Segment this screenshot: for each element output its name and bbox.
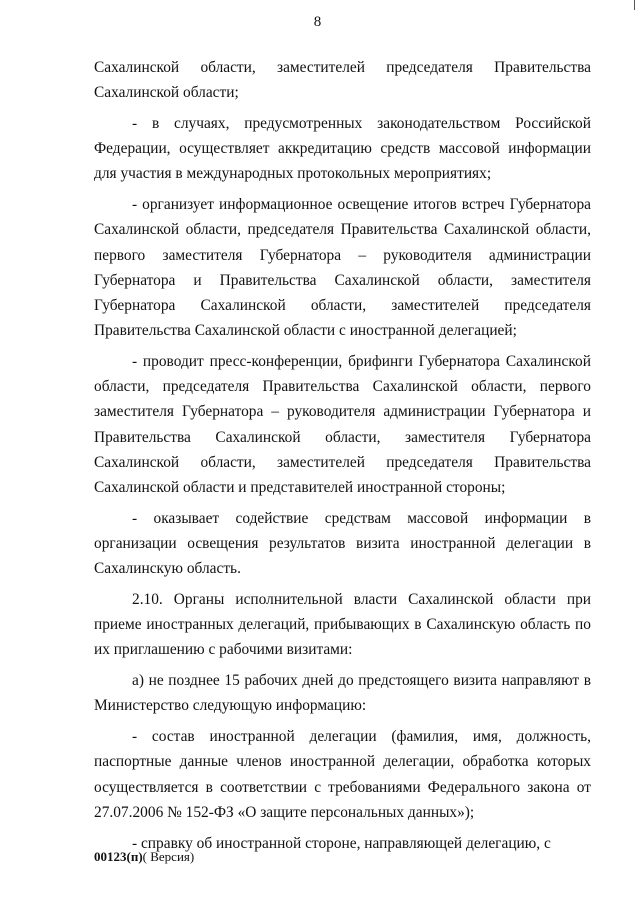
page-number: 8 — [313, 14, 322, 30]
document-version: ( Версия) — [142, 849, 195, 864]
paragraph-continuation: Сахалинской области, заместителей председателя Правительства Сахалинской области; — [94, 59, 591, 102]
paragraph-press-conferences: - проводит пресс-конференции, брифинги Губернатора Сахалинской области, председателя Правительства Сахалинской области, первого заместителя Губернатора – руководителя администрации Губернатора и Правительства Сахалинской области, заместителя Губернатора Сахалинской области, заместителей председателя Правительства Сахалинской области и представителей иностранной стороны; — [94, 353, 591, 497]
document-footer — [94, 849, 194, 865]
paragraph-item-a: а) не позднее 15 рабочих дней до предстоящего визита направляют в Министерство следующую информацию: — [94, 672, 591, 715]
document-code: 00123(п) — [94, 849, 143, 864]
paragraph-section-2-10: 2.10. Органы исполнительной власти Сахалинской области при приеме иностранных делегаций, прибывающих в Сахалинскую область по их приглашению с рабочими визитами: — [94, 591, 591, 659]
paragraph-coverage: - организует информационное освещение итогов встреч Губернатора Сахалинской области, председателя Правительства Сахалинской области, первого заместителя Губернатора – руководителя администрации Губернатора и Правительства Сахалинской области, заместителя Губернатора Сахалинской области, заместителей председателя Правительства Сахалинской области с иностранной делегацией; — [94, 196, 591, 340]
document-body — [94, 55, 591, 856]
paragraph-reference-note: - справку об иностранной стороне, направляющей делегацию, с — [132, 834, 551, 852]
paragraph-accreditation: - в случаях, предусмотренных законодательством Российской Федерации, осуществляет аккредитацию средств массовой информации для участия в международных протокольных мероприятиях; — [94, 115, 591, 183]
paragraph-media-assistance: - оказывает содействие средствам массовой информации в организации освещения результатов визита иностранной делегации в Сахалинскую область. — [94, 509, 591, 578]
paragraph-delegation-composition: - состав иностранной делегации (фамилия, имя, должность, паспортные данные членов иностранной делегации, обработка которых осуществляется в соответствии с требованиями Федерального закона от 27.07.2006 № 152-ФЗ «О защите персональных данных»); — [94, 728, 591, 821]
